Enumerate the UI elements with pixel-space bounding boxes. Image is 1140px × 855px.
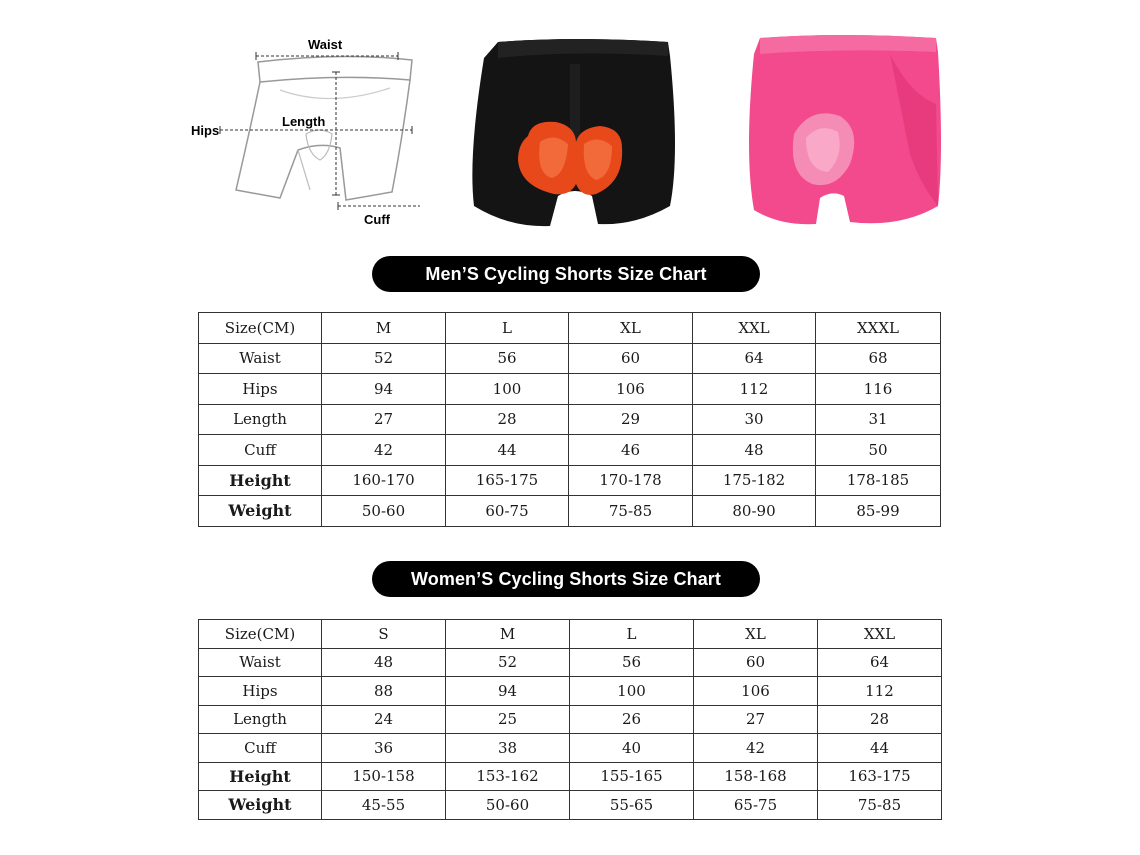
table-row [199, 435, 941, 466]
table-cell: 112 [693, 374, 816, 405]
women-chart-title: Women’S Cycling Shorts Size Chart [372, 561, 760, 597]
table-cell: 25 [446, 705, 570, 734]
header-cell: Size(CM) [199, 313, 322, 344]
table-cell: 175-182 [693, 465, 816, 496]
row-label: Cuff [199, 734, 322, 763]
table-cell: 94 [322, 374, 446, 405]
table-cell: 28 [818, 705, 942, 734]
table-cell: 100 [446, 374, 569, 405]
table-row [199, 734, 942, 763]
row-label: Waist [199, 648, 322, 677]
table-cell: 27 [694, 705, 818, 734]
table-row [199, 374, 941, 405]
header-cell: XXL [693, 313, 816, 344]
header-cell: S [322, 620, 446, 649]
table-cell: 60 [694, 648, 818, 677]
row-label: Height [199, 762, 322, 791]
table-row [199, 496, 941, 527]
table-cell: 163-175 [818, 762, 942, 791]
table-cell: 75-85 [569, 496, 693, 527]
table-cell: 150-158 [322, 762, 446, 791]
table-cell: 27 [322, 404, 446, 435]
table-cell: 155-165 [570, 762, 694, 791]
table-cell: 50-60 [446, 791, 570, 820]
header-cell: Size(CM) [199, 620, 322, 649]
cuff-label: Cuff [364, 212, 390, 227]
product-images [0, 0, 1140, 240]
table-cell: 94 [446, 677, 570, 706]
header-cell: XXXL [816, 313, 941, 344]
row-label: Waist [199, 343, 322, 374]
hips-label: Hips [191, 123, 220, 138]
table-cell: 106 [569, 374, 693, 405]
table-cell: 85-99 [816, 496, 941, 527]
table-cell: 50-60 [322, 496, 446, 527]
table-cell: 60 [569, 343, 693, 374]
row-label: Cuff [199, 435, 322, 466]
table-cell: 36 [322, 734, 446, 763]
table-row [199, 677, 942, 706]
header-cell: XL [694, 620, 818, 649]
header-cell: L [570, 620, 694, 649]
table-cell: 45-55 [322, 791, 446, 820]
table-cell: 88 [322, 677, 446, 706]
table-cell: 38 [446, 734, 570, 763]
length-label: Length [282, 114, 326, 129]
row-label: Height [199, 465, 322, 496]
measurement-diagram [180, 30, 440, 235]
table-cell: 116 [816, 374, 941, 405]
table-cell: 52 [322, 343, 446, 374]
header-cell: XXL [818, 620, 942, 649]
men-chart-title: Men’S Cycling Shorts Size Chart [372, 256, 760, 292]
table-cell: 30 [693, 404, 816, 435]
table-cell: 160-170 [322, 465, 446, 496]
table-row [199, 762, 942, 791]
table-cell: 44 [446, 435, 569, 466]
table-cell: 60-75 [446, 496, 569, 527]
header-cell: M [446, 620, 570, 649]
table-cell: 64 [693, 343, 816, 374]
row-label: Hips [199, 677, 322, 706]
header-cell: M [322, 313, 446, 344]
table-cell: 64 [818, 648, 942, 677]
table-cell: 46 [569, 435, 693, 466]
table-cell: 42 [322, 435, 446, 466]
table-cell: 56 [446, 343, 569, 374]
table-header-row [199, 620, 942, 649]
table-cell: 44 [818, 734, 942, 763]
table-cell: 24 [322, 705, 446, 734]
women-size-table [198, 619, 942, 820]
table-cell: 42 [694, 734, 818, 763]
table-cell: 28 [446, 404, 569, 435]
table-cell: 80-90 [693, 496, 816, 527]
table-cell: 48 [693, 435, 816, 466]
table-cell: 75-85 [818, 791, 942, 820]
header-cell: XL [569, 313, 693, 344]
table-cell: 52 [446, 648, 570, 677]
table-row [199, 705, 942, 734]
table-cell: 65-75 [694, 791, 818, 820]
table-cell: 178-185 [816, 465, 941, 496]
men-size-table [198, 312, 941, 527]
waist-label: Waist [308, 37, 343, 52]
table-cell: 100 [570, 677, 694, 706]
table-cell: 158-168 [694, 762, 818, 791]
table-cell: 165-175 [446, 465, 569, 496]
row-label: Weight [199, 496, 322, 527]
table-cell: 153-162 [446, 762, 570, 791]
table-cell: 106 [694, 677, 818, 706]
table-cell: 68 [816, 343, 941, 374]
table-cell: 29 [569, 404, 693, 435]
table-cell: 56 [570, 648, 694, 677]
table-cell: 112 [818, 677, 942, 706]
table-row [199, 404, 941, 435]
table-header-row [199, 313, 941, 344]
table-cell: 26 [570, 705, 694, 734]
header-cell: L [446, 313, 569, 344]
table-cell: 48 [322, 648, 446, 677]
table-cell: 50 [816, 435, 941, 466]
table-row [199, 465, 941, 496]
table-cell: 40 [570, 734, 694, 763]
table-row [199, 791, 942, 820]
table-cell: 55-65 [570, 791, 694, 820]
table-cell: 170-178 [569, 465, 693, 496]
black-padded-shorts-photo [470, 36, 680, 228]
row-label: Hips [199, 374, 322, 405]
table-row [199, 343, 941, 374]
row-label: Length [199, 705, 322, 734]
table-row [199, 648, 942, 677]
pink-padded-shorts-photo [740, 34, 942, 228]
row-label: Length [199, 404, 322, 435]
row-label: Weight [199, 791, 322, 820]
table-cell: 31 [816, 404, 941, 435]
